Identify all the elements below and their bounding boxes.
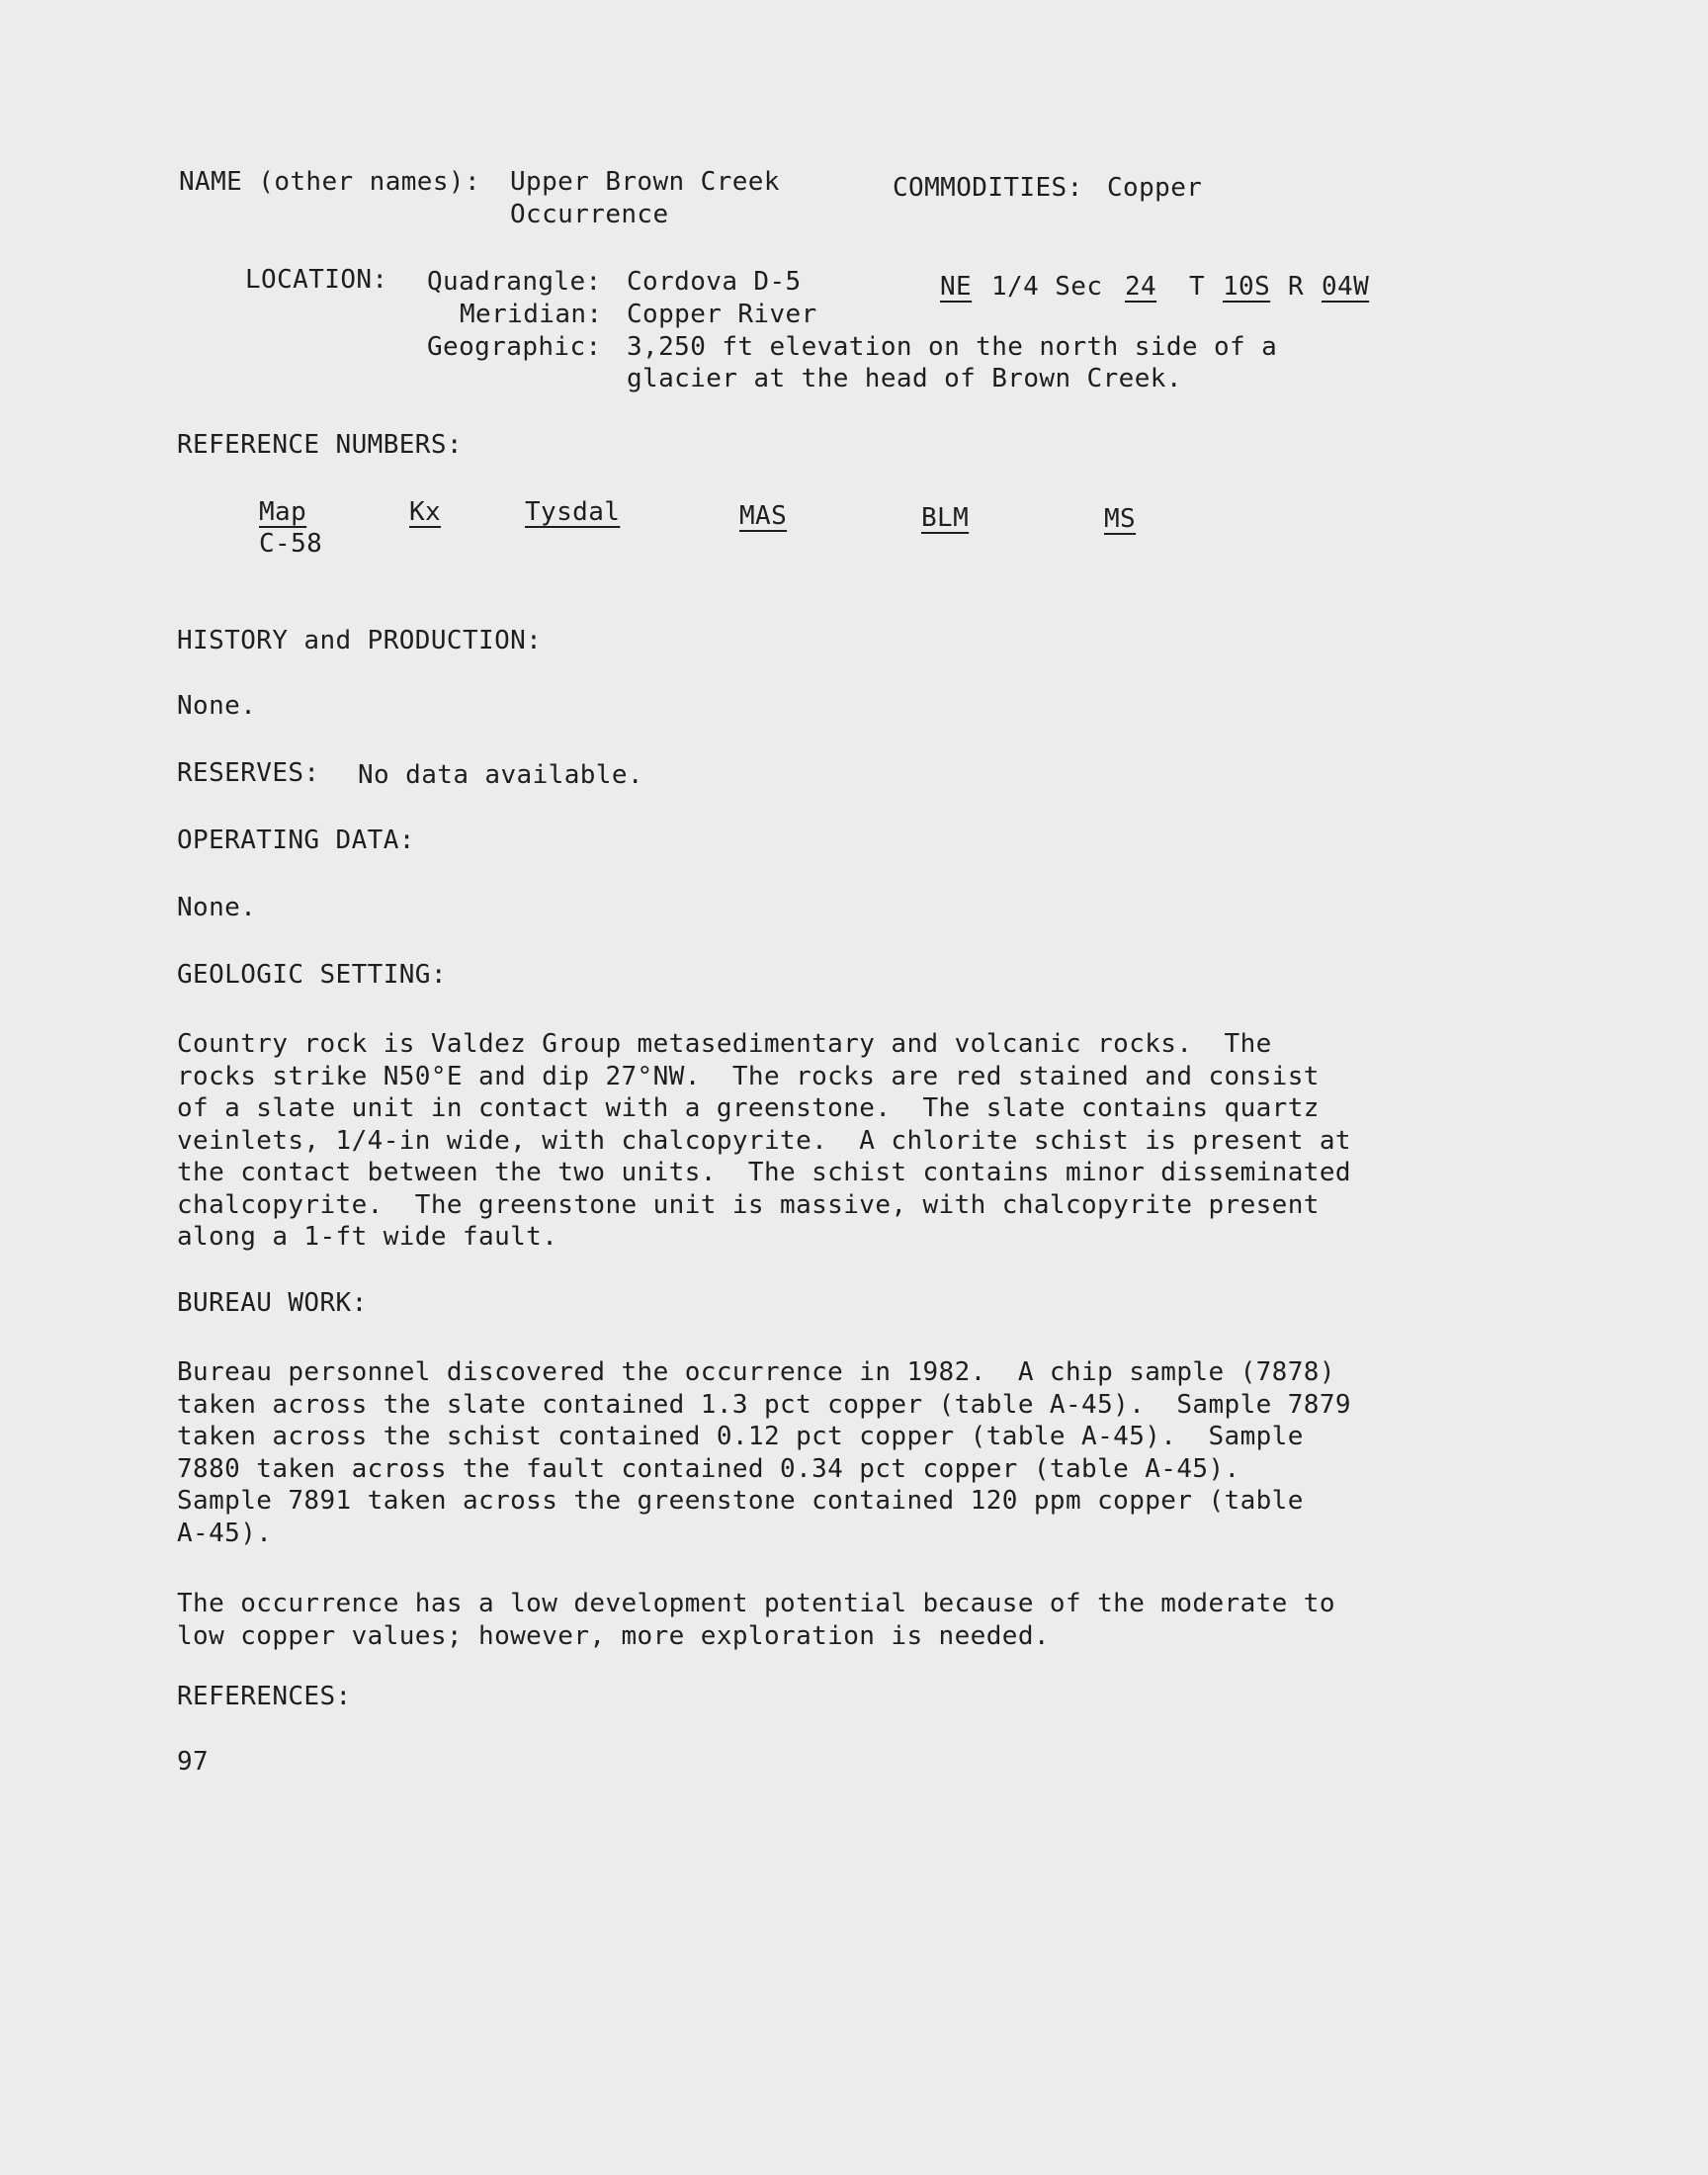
references-label: REFERENCES: bbox=[177, 1682, 352, 1711]
location-label: LOCATION: bbox=[245, 265, 388, 295]
bureau-work-assessment: The occurrence has a low development potential because of the moderate to low copper values; however, more exploration is needed. bbox=[177, 1589, 1335, 1651]
history-label: HISTORY and PRODUCTION: bbox=[177, 626, 543, 655]
geographic-label: Geographic: bbox=[427, 332, 602, 362]
meridian-label: Meridian: bbox=[460, 300, 603, 329]
geologic-setting-text: Country rock is Valdez Group metasedimentary and volcanic rocks. The rocks strike N50°E and dip 27°NW. The rocks are red stained and consist of a slate unit in contact with a greenstone. The slate contains quartz veinlets, 1/4-in wide, with chalcopyrite. A chlorite schist is present at the contact between the two units. The schist contains minor disseminated chalcopyrite. The greenstone unit is massive, with chalcopyrite present along a 1-ft wide fault. bbox=[177, 1029, 1351, 1252]
township-value: 10S bbox=[1223, 272, 1271, 302]
range-label: R bbox=[1288, 272, 1305, 302]
ref-mas-label: MAS bbox=[739, 501, 788, 531]
township-label: T bbox=[1189, 272, 1206, 302]
ref-blm-label: BLM bbox=[921, 503, 970, 533]
reserves-text: No data available. bbox=[358, 760, 643, 790]
history-text: None. bbox=[177, 691, 257, 721]
ref-map-label: Map bbox=[259, 497, 307, 527]
name-value-continued: Occurrence bbox=[510, 200, 669, 229]
ref-map-value: C-58 bbox=[259, 529, 323, 559]
geographic-value-line1: 3,250 ft elevation on the north side of a bbox=[627, 332, 1278, 362]
name-value: Upper Brown Creek bbox=[510, 167, 780, 197]
operating-data-text: None. bbox=[177, 893, 257, 922]
quadrangle-value: Cordova D-5 bbox=[627, 267, 802, 297]
bureau-work-label: BUREAU WORK: bbox=[177, 1288, 368, 1318]
reference-numbers-label: REFERENCE NUMBERS: bbox=[177, 430, 463, 460]
ref-tysdal-label: Tysdal bbox=[525, 497, 621, 527]
quadrangle-label: Quadrangle: bbox=[427, 267, 602, 297]
quarter-suffix: 1/4 Sec bbox=[991, 272, 1103, 302]
reserves-label: RESERVES: bbox=[177, 758, 320, 788]
meridian-value: Copper River bbox=[627, 300, 817, 329]
quarter-section: NE bbox=[940, 272, 973, 302]
commodities-label: COMMODITIES: bbox=[893, 173, 1083, 203]
section-number: 24 bbox=[1125, 272, 1157, 302]
geologic-setting-label: GEOLOGIC SETTING: bbox=[177, 960, 447, 990]
range-value: 04W bbox=[1322, 272, 1370, 302]
geographic-value-line2: glacier at the head of Brown Creek. bbox=[627, 364, 1182, 393]
operating-data-label: OPERATING DATA: bbox=[177, 826, 415, 855]
name-label: NAME (other names): bbox=[179, 167, 481, 197]
ref-ms-label: MS bbox=[1104, 504, 1137, 534]
commodities-value: Copper bbox=[1107, 173, 1203, 203]
ref-kx-label: Kx bbox=[409, 497, 442, 527]
bureau-work-text: Bureau personnel discovered the occurrence in 1982. A chip sample (7878) taken across the slate contained 1.3 pct copper (table A-45). Sample 7879 taken across the schist contained 0.12 pct copper (table A-45). Sample 7880 taken across the fault contained 0.34 pct copper (table A-45). Sample 7891 taken across the greenstone contained 120 ppm copper (table A-45). bbox=[177, 1357, 1351, 1548]
references-text: 97 bbox=[177, 1747, 210, 1777]
